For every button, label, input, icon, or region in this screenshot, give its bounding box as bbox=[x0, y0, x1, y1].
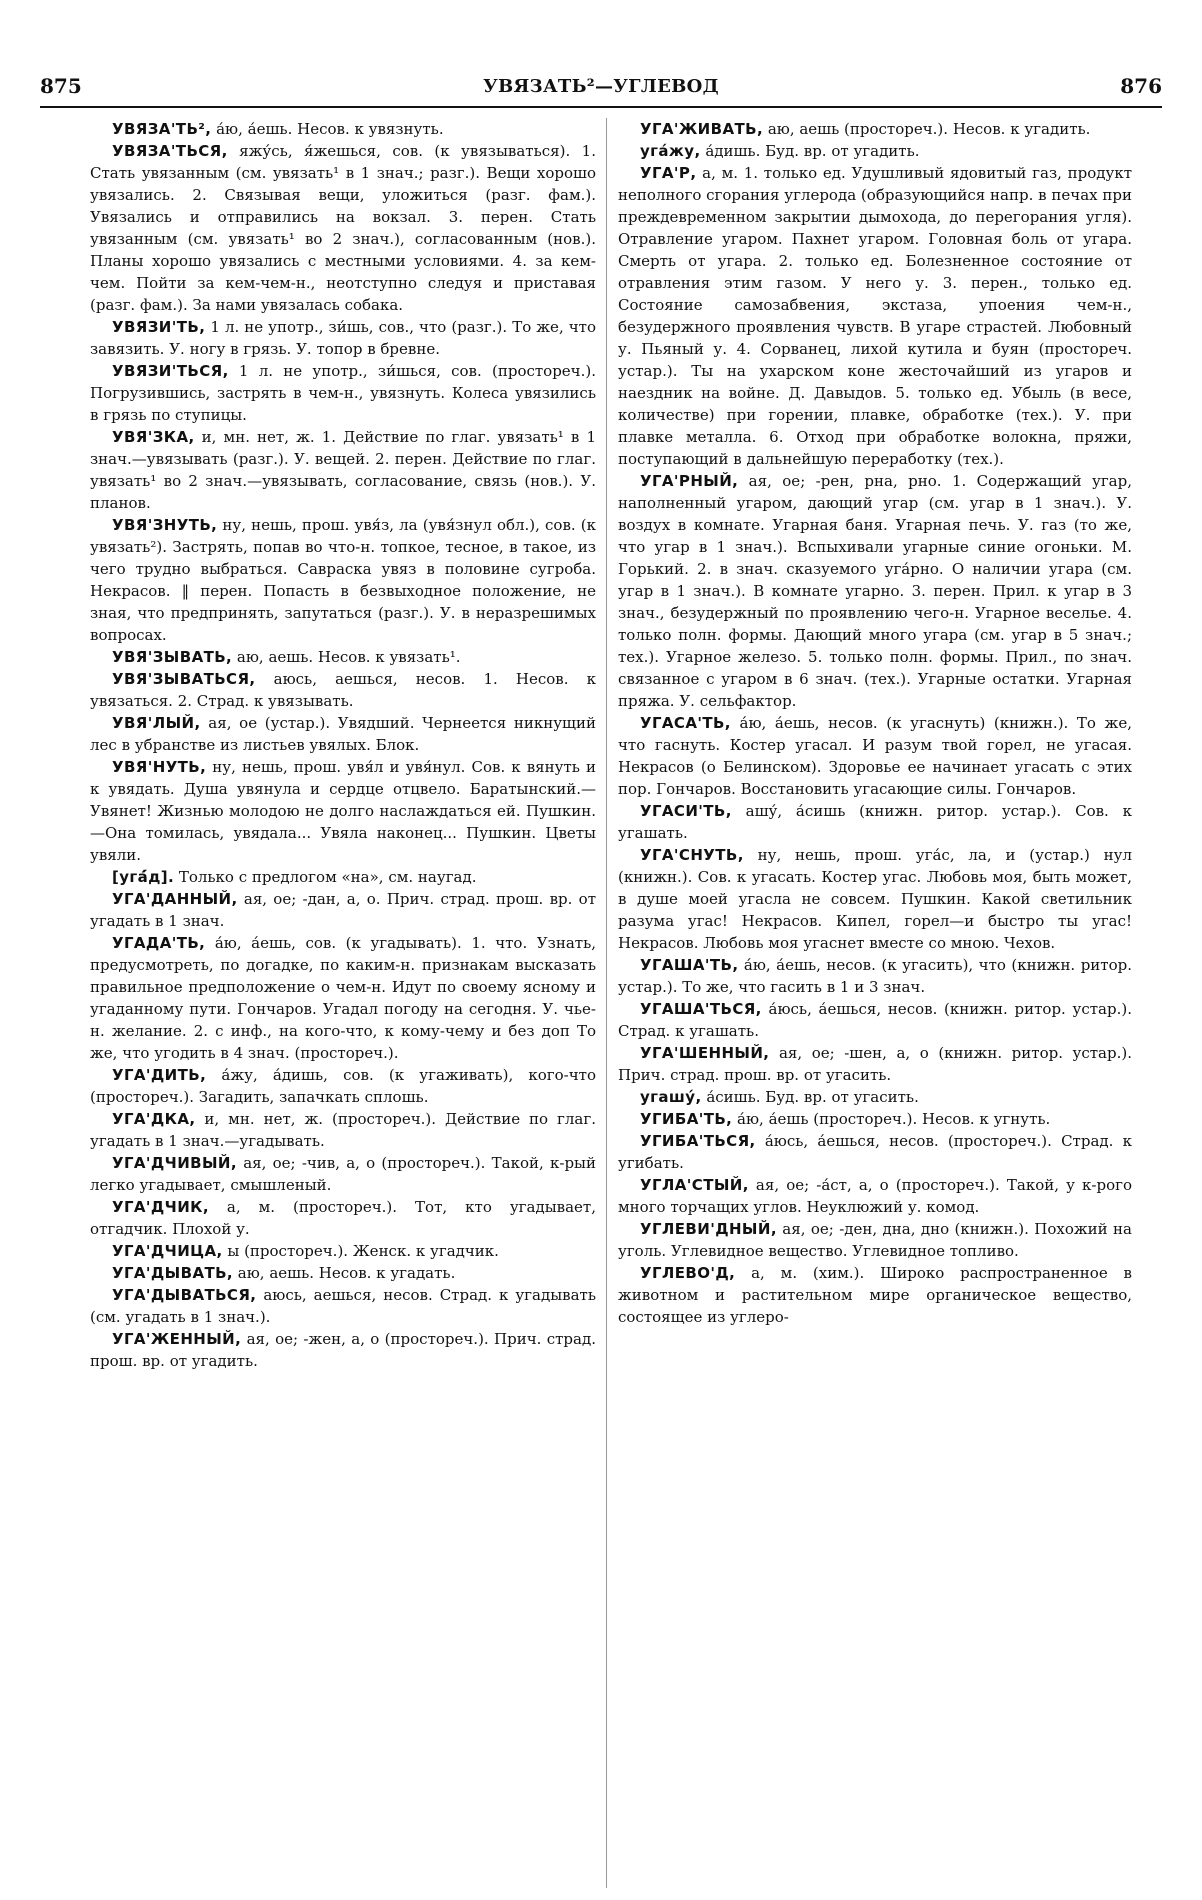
dictionary-entry bbox=[618, 998, 1132, 1042]
dictionary-entry bbox=[618, 954, 1132, 998]
entry-definition: яжу́сь, я́жешься, сов. (к увязываться). 1. Стать увязанным (см. увязать¹ в 1 знач.; разг.). Вещи хорошо увязались. 2. Связывая вещи, уложиться (разг. фам.). Увязались и отправились на вокзал. 3. перен. Стать увязанным (см. увязать¹ во 2 знач.), согласованным (нов.). Планы хорошо увязались с местными условиями. 4. за кем-чем. Пойти за кем-чем-н., неотступно следуя и приставая (разг. фам.). За нами увязалась собака. bbox=[90, 142, 596, 314]
entry-definition: ашу́, а́сишь (книжн. ритор. устар.). Сов. к угашать. bbox=[618, 802, 1132, 842]
entry-definition: а́ю, а́ешь, сов. (к угадывать). 1. что. Узнать, предусмотреть, по догадке, по каким-н. признакам высказать правильное предположение о чем-н. Идут по своему ясному и угаданному пути. Гончаров. Угадал погоду на сегодня. У. чье-н. желание. 2. с инф., на кого-что, к кому-чему и без доп То же, что угодить в 4 знач. (простореч.). bbox=[90, 934, 596, 1062]
entry-headword: УГЛЕВИ'ДНЫЙ, bbox=[640, 1220, 777, 1238]
entry-headword: уга́жу, bbox=[640, 142, 701, 160]
dictionary-entry bbox=[618, 1086, 1132, 1108]
entry-definition: а́ю, а́ешь, несов. (к угасить), что (книжн. ритор. устар.). То же, что гасить в 1 и 3 знач. bbox=[618, 956, 1132, 996]
entry-headword: УВЯ'ЗКА, bbox=[112, 428, 195, 446]
entry-definition: а, м. (хим.). Широко распространенное в животном и растительном мире органическое вещество, состоящее из углеро- bbox=[618, 1264, 1132, 1326]
dictionary-entry bbox=[618, 1108, 1132, 1130]
page-number-left: 875 bbox=[40, 74, 82, 98]
dictionary-entry bbox=[90, 932, 596, 1064]
dictionary-entry bbox=[618, 844, 1132, 954]
dictionary-entry bbox=[90, 1196, 596, 1240]
dictionary-entry bbox=[618, 1174, 1132, 1218]
entry-headword: УГА'ДКА, bbox=[112, 1110, 196, 1128]
dictionary-entry bbox=[90, 1284, 596, 1328]
dictionary-entry bbox=[618, 1042, 1132, 1086]
entry-headword: УВЯЗА'ТЬСЯ, bbox=[112, 142, 228, 160]
dictionary-entry bbox=[90, 668, 596, 712]
entry-headword: УГАСА'ТЬ, bbox=[640, 714, 731, 732]
entry-definition: ая, ое; -шен, а, о (книжн. ритор. устар.). Прич. страд. прош. вр. от угасить. bbox=[618, 1044, 1132, 1084]
entry-headword: УГАША'ТЬСЯ, bbox=[640, 1000, 762, 1018]
entry-headword: УГЛЕВО'Д, bbox=[640, 1264, 736, 1282]
entry-headword: УГА'ДАННЫЙ, bbox=[112, 890, 238, 908]
entry-definition: Только с предлогом «на», см. наугад. bbox=[174, 868, 477, 886]
page-number-right: 876 bbox=[1120, 74, 1162, 98]
dictionary-entry bbox=[618, 470, 1132, 712]
entry-definition: ну, нешь, прош. увя́з, ла (увя́знул обл.), сов. (к увязать²). Застрять, попав во что-н. топкое, тесное, в такое, из чего трудно выбраться. Савраска увяз в половине сугроба. Некрасов. ‖ перен. Попасть в безвыходное положение, не зная, что предпринять, запутаться (разг.). У. в неразрешимых вопросах. bbox=[90, 516, 596, 644]
dictionary-entry bbox=[90, 1262, 596, 1284]
entry-headword: УГЛА'СТЫЙ, bbox=[640, 1176, 749, 1194]
entry-definition: ая, ое; -рен, рна, рно. 1. Содержащий угар, наполненный угаром, дающий угар (см. угар в 1 знач.). У. воздух в комнате. Угарная баня. Угарная печь. У. газ (то же, что угар в 1 знач.). Вспыхивали угарные синие огоньки. М. Горький. 2. в знач. сказуемого уга́рно. О наличии угара (см. угар в 1 знач.). В комнате угарно. 3. перен. Прил. к угар в 3 знач., безудержный по проявлению чего-н. Угарное веселье. 4. только полн. формы. Дающий много угара (см. угар в 5 знач.; тех.). Угарное железо. 5. только полн. формы. Прил., по знач. связанное с угаром в 6 знач. (тех.). Угарные остатки. Угарная пряжа. У. сельфактор. bbox=[618, 472, 1132, 710]
entry-definition: а, м. 1. только ед. Удушливый ядовитый газ, продукт неполного сгорания углерода (образующийся напр. в печах при преждевременном закрытии дымохода, до перегорания угля). Отравление угаром. Пахнет угаром. Головная боль от угара. Смерть от угара. 2. только ед. Болезненное состояние от отравления этим газом. У него у. 3. перен., только ед. Состояние самозабвения, экстаза, упоения чем-н., безудержного проявления чувств. В угаре страстей. Любовный у. Пьяный у. 4. Сорванец, лихой кутила и буян (простореч. устар.). Ты на ухарском коне жесточайший из угаров и наездник на войне. Д. Давыдов. 5. только ед. Убыль (в весе, количестве) при горении, плавке, обработке (тех.). У. при плавке металла. 6. Отход при обработке волокна, пряжи, поступающий в дальнейшую переработку (тех.). bbox=[618, 164, 1132, 468]
entry-definition: ая, ое (устар.). Увядший. Чернеется никнущий лес в убранстве из листьев увялых. Блок. bbox=[90, 714, 596, 754]
dictionary-entry bbox=[90, 316, 596, 360]
dictionary-entry bbox=[90, 1064, 596, 1108]
dictionary-entry bbox=[618, 800, 1132, 844]
entry-definition: ая, ое; -дан, а, о. Прич. страд. прош. вр. от угадать в 1 знач. bbox=[90, 890, 596, 930]
entry-headword: УГИБА'ТЬ, bbox=[640, 1110, 733, 1128]
entry-headword: УГАСИ'ТЬ, bbox=[640, 802, 732, 820]
header-rule bbox=[40, 106, 1162, 108]
column-divider bbox=[606, 118, 607, 1888]
page-header bbox=[40, 74, 1162, 104]
entry-definition: а́ю, а́ешь. Несов. к увязнуть. bbox=[211, 120, 444, 138]
entry-headword: [угá́д]. bbox=[112, 868, 175, 886]
dictionary-entry bbox=[618, 162, 1132, 470]
entry-headword: УГА'ДЧИК, bbox=[112, 1198, 209, 1216]
entry-headword: УГАДА'ТЬ, bbox=[112, 934, 206, 952]
entry-headword: УГИБА'ТЬСЯ, bbox=[640, 1132, 756, 1150]
entry-definition: аю, аешь. Несов. к увязать¹. bbox=[232, 648, 461, 666]
entry-definition: ая, ое; -жен, а, о (простореч.). Прич. страд. прош. вр. от угадить. bbox=[90, 1330, 596, 1370]
entry-headword: УГАША'ТЬ, bbox=[640, 956, 739, 974]
entry-headword: УГА'ДЫВАТЬСЯ, bbox=[112, 1286, 257, 1304]
dictionary-entry bbox=[618, 1218, 1132, 1262]
entry-definition: а́юсь, а́ешься, несов. (простореч.). Страд. к угибать. bbox=[618, 1132, 1132, 1172]
entry-definition: а́сишь. Буд. вр. от угасить. bbox=[701, 1088, 919, 1106]
entry-headword: УВЯЗА'ТЬ², bbox=[112, 120, 212, 138]
entry-headword: угашу́, bbox=[640, 1088, 702, 1106]
entry-definition: 1 л. не употр., зи́шься, сов. (простореч.). Погрузившись, застрять в чем-н., увязнуть. Колеса увязились в грязь по ступицы. bbox=[90, 362, 596, 424]
dictionary-entry bbox=[90, 140, 596, 316]
dictionary-entry bbox=[90, 646, 596, 668]
dictionary-entry bbox=[618, 1262, 1132, 1328]
left-column bbox=[90, 118, 596, 1888]
entry-definition: ая, ое; -а́ст, а, о (простореч.). Такой, у к-рого много торчащих углов. Неуклюжий у. комод. bbox=[618, 1176, 1132, 1216]
entry-headword: УГА'ДЧИЦА, bbox=[112, 1242, 223, 1260]
dictionary-entry bbox=[90, 118, 596, 140]
entry-headword: УГА'ШЕННЫЙ, bbox=[640, 1044, 770, 1062]
entry-definition: ая, ое; -ден, дна, дно (книжн.). Похожий на уголь. Углевидное вещество. Углевидное топливо. bbox=[618, 1220, 1132, 1260]
dictionary-entry bbox=[90, 866, 596, 888]
entry-definition: ну, нешь, прош. уга́с, ла, и (устар.) нул (книжн.). Сов. к угасать. Костер угас. Любовь моя, быть может, в душе моей угасла не совсем. Пушкин. Какой светильник разума угас! Некрасов. Кипел, горел—и быстро ты угас! Некрасов. Любовь моя угаснет вместе со мною. Чехов. bbox=[618, 846, 1132, 952]
dictionary-entry bbox=[90, 360, 596, 426]
entry-headword: УГА'ДИТЬ, bbox=[112, 1066, 207, 1084]
entry-definition: ая, ое; -чив, а, о (простореч.). Такой, к-рый легко угадывает, смышленый. bbox=[90, 1154, 596, 1194]
entry-headword: УГА'РНЫЙ, bbox=[640, 472, 739, 490]
entry-definition: а́юсь, а́ешься, несов. (книжн. ритор. устар.). Страд. к угашать. bbox=[618, 1000, 1132, 1040]
entry-headword: УВЯ'ЛЫЙ, bbox=[112, 714, 201, 732]
entry-definition: аюсь, аешься, несов. 1. Несов. к увязаться. 2. Страд. к увязывать. bbox=[90, 670, 596, 710]
entry-definition: аюсь, аешься, несов. Страд. к угадывать (см. угадать в 1 знач.). bbox=[90, 1286, 596, 1326]
dictionary-entry bbox=[90, 1328, 596, 1372]
dictionary-entry bbox=[90, 712, 596, 756]
entry-definition: и, мн. нет, ж. (простореч.). Действие по глаг. угадать в 1 знач.—угадывать. bbox=[90, 1110, 596, 1150]
entry-headword: УГА'ЖЕННЫЙ, bbox=[112, 1330, 242, 1348]
entry-definition: и, мн. нет, ж. 1. Действие по глаг. увязать¹ в 1 знач.—увязывать (разг.). У. вещей. 2. перен. Действие по глаг. увязать¹ во 2 знач.—увязывать, согласование, связь (нов.). У. планов. bbox=[90, 428, 596, 512]
dictionary-entry bbox=[618, 1130, 1132, 1174]
entry-definition: аю, аешь (простореч.). Несов. к угадить. bbox=[763, 120, 1091, 138]
entry-headword: УГА'ДЧИВЫЙ, bbox=[112, 1154, 237, 1172]
entry-definition: а́ю, а́ешь (простореч.). Несов. к угнуть. bbox=[732, 1110, 1051, 1128]
entry-definition: 1 л. не употр., зи́шь, сов., что (разг.). То же, что завязить. У. ногу в грязь. У. топор в бревне. bbox=[90, 318, 596, 358]
entry-headword: УВЯ'ЗНУТЬ, bbox=[112, 516, 218, 534]
entry-headword: УГА'СНУТЬ, bbox=[640, 846, 744, 864]
entry-headword: УГА'ЖИВАТЬ, bbox=[640, 120, 764, 138]
dictionary-entry bbox=[618, 712, 1132, 800]
dictionary-entry bbox=[90, 1108, 596, 1152]
entry-headword: УВЯЗИ'ТЬ, bbox=[112, 318, 206, 336]
dictionary-entry bbox=[90, 1240, 596, 1262]
entry-headword: УВЯ'НУТЬ, bbox=[112, 758, 207, 776]
right-column bbox=[618, 118, 1132, 1888]
dictionary-entry bbox=[618, 118, 1132, 140]
running-title: УВЯЗАТЬ²—УГЛЕВОД bbox=[483, 76, 719, 97]
dictionary-entry bbox=[90, 514, 596, 646]
entry-headword: УВЯЗИ'ТЬСЯ, bbox=[112, 362, 229, 380]
entry-definition: аю, аешь. Несов. к угадать. bbox=[233, 1264, 456, 1282]
entry-definition: а́жу, а́дишь, сов. (к угаживать), кого-что (простореч.). Загадить, запачкать сплошь. bbox=[90, 1066, 596, 1106]
entry-definition: а́ю, а́ешь, несов. (к угаснуть) (книжн.). То же, что гаснуть. Костер угасал. И разум твой горел, не угасая. Некрасов (о Белинском). Здоровье ее начинает угасать с этих пор. Гончаров. Восстановить угасающие силы. Гончаров. bbox=[618, 714, 1132, 798]
dictionary-entry bbox=[90, 1152, 596, 1196]
entry-headword: УГА'ДЫВАТЬ, bbox=[112, 1264, 234, 1282]
dictionary-entry bbox=[90, 888, 596, 932]
entry-definition: ну, нешь, прош. увя́л и увя́нул. Сов. к вянуть и к увядать. Душа увянула и сердце отцвело. Баратынский.—Увянет! Жизнью молодою не долго наслаждаться ей. Пушкин.—Она томилась, увядала... Увяла наконец... Пушкин. Цветы увяли. bbox=[90, 758, 596, 864]
entry-headword: УВЯ'ЗЫВАТЬСЯ, bbox=[112, 670, 256, 688]
entry-definition: а́дишь. Буд. вр. от угадить. bbox=[700, 142, 920, 160]
entry-headword: УВЯ'ЗЫВАТЬ, bbox=[112, 648, 233, 666]
entry-headword: УГА'Р, bbox=[640, 164, 697, 182]
dictionary-entry bbox=[618, 140, 1132, 162]
dictionary-entry bbox=[90, 756, 596, 866]
dictionary-entry bbox=[90, 426, 596, 514]
entry-definition: а, м. (простореч.). Тот, кто угадывает, отгадчик. Плохой у. bbox=[90, 1198, 596, 1238]
entry-definition: ы (простореч.). Женск. к угадчик. bbox=[222, 1242, 499, 1260]
